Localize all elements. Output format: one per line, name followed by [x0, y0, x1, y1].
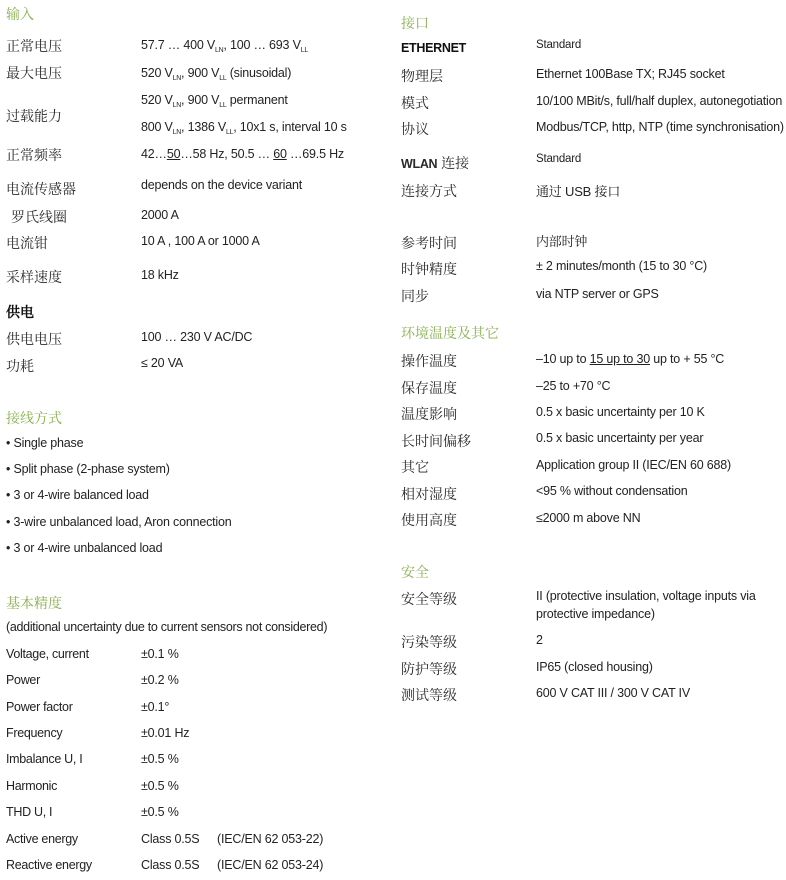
accuracy-row-value: ±0.5 %	[141, 752, 179, 766]
accuracy-row-standard: (IEC/EN 62 053-22)	[217, 832, 324, 846]
consumption-value: ≤ 20 VA	[141, 356, 184, 370]
drift-value: 0.5 x basic uncertainty per year	[536, 431, 704, 445]
accuracy-row-label: Active energy	[6, 832, 78, 846]
wiring-item: • Split phase (2-phase system)	[6, 462, 170, 476]
accuracy-row-label: Frequency	[6, 726, 63, 740]
accuracy-row-value: ±0.1°	[141, 700, 170, 714]
accuracy-heading: 基本精度	[6, 595, 62, 611]
accuracy-note: (additional uncertainty due to current sensors not considered)	[6, 620, 328, 634]
accuracy-row-value: ±0.1 %	[141, 647, 179, 661]
reftime-label: 参考时间	[401, 235, 457, 251]
other-label: 其它	[401, 459, 429, 475]
humidity-label: 相对湿度	[401, 486, 457, 502]
test-class-label: 测试等级	[401, 687, 457, 703]
protection-label: 防护等级	[401, 661, 457, 677]
protocol-value: Modbus/TCP, http, NTP (time synchronisation)	[536, 120, 784, 134]
safety-class-value-1: II (protective insulation, voltage inputs via	[536, 589, 756, 603]
drift-label: 长时间偏移	[401, 433, 471, 449]
clamp-label: 电流钳	[6, 235, 48, 251]
sampling-label: 采样速度	[6, 269, 62, 285]
supply-voltage-label: 供电电压	[6, 331, 62, 347]
protocol-label: 协议	[401, 121, 429, 137]
overload-value-2: 800 $V_{LN}$, 1386 $V_{LL}$, 10x1 s, interval 10 s	[141, 120, 347, 136]
accuracy-row-label: Reactive energy	[6, 858, 92, 872]
accuracy-row-value: Class 0.5S	[141, 832, 200, 846]
connection-label: 连接方式	[401, 183, 457, 199]
test-class-value: 600 V CAT III / 300 V CAT IV	[536, 686, 690, 700]
interface-heading: 接口	[401, 15, 429, 31]
safety-heading: 安全	[401, 564, 429, 580]
operating-temp-value: –10 up to 15 up to 30 up to + 55 °C	[536, 352, 725, 366]
sync-value: via NTP server or GPS	[536, 287, 659, 301]
wlan-value: Standard	[536, 153, 582, 165]
power-heading: 供电	[6, 304, 34, 320]
clock-label: 时钟精度	[401, 261, 457, 277]
rogowski-value: 2000 A	[141, 208, 179, 222]
accuracy-row-label: Harmonic	[6, 779, 58, 793]
wiring-heading: 接线方式	[6, 410, 62, 426]
ethernet-label: ETHERNET	[401, 41, 466, 55]
phy-value: Ethernet 100Base TX; RJ45 socket	[536, 67, 725, 81]
frequency-label: 正常频率	[6, 147, 62, 163]
input-heading: 输入	[6, 6, 34, 22]
consumption-label: 功耗	[6, 358, 34, 374]
ethernet-value: Standard	[536, 39, 582, 51]
phy-label: 物理层	[401, 68, 443, 84]
temp-influence-label: 温度影响	[401, 406, 457, 422]
max-voltage-label: 最大电压	[6, 65, 62, 81]
mode-value: 10/100 MBit/s, full/half duplex, autonegotiation	[536, 94, 783, 108]
wiring-item: • 3-wire unbalanced load, Aron connection	[6, 515, 232, 529]
safety-class-label: 安全等级	[401, 591, 457, 607]
clock-value: ± 2 minutes/month (15 to 30 °C)	[536, 259, 708, 273]
humidity-value: <95 % without condensation	[536, 484, 688, 498]
reftime-value: 内部时钟	[536, 234, 588, 249]
accuracy-row-value: Class 0.5S	[141, 858, 200, 872]
sync-label: 同步	[401, 288, 429, 304]
accuracy-row-label: Power	[6, 673, 40, 687]
other-value: Application group II (IEC/EN 60 688)	[536, 458, 731, 472]
protection-value: IP65 (closed housing)	[536, 660, 653, 674]
current-sensor-value: depends on the device variant	[141, 178, 302, 192]
accuracy-row-label: Power factor	[6, 700, 73, 714]
current-sensor-label: 电流传感器	[6, 181, 76, 197]
wiring-item: • 3 or 4-wire unbalanced load	[6, 541, 163, 555]
accuracy-row-label: THD U, I	[6, 805, 53, 819]
wlan-label: WLAN 连接	[401, 155, 470, 171]
altitude-label: 使用高度	[401, 512, 457, 528]
wiring-item: • Single phase	[6, 436, 84, 450]
temp-influence-value: 0.5 x basic uncertainty per 10 K	[536, 405, 705, 419]
rogowski-label: 罗氏线圈	[11, 209, 67, 225]
max-voltage-value: 520 $V_{LN}$, 900 $V_{LL}$ (sinusoidal)	[141, 66, 292, 82]
storage-temp-label: 保存温度	[401, 380, 457, 396]
accuracy-row-value: ±0.5 %	[141, 779, 179, 793]
safety-class-value-2: protective impedance)	[536, 607, 655, 621]
nominal-voltage-value: 57.7 … 400 $V_{LN}$, 100 … 693 $V_{LL}$	[141, 38, 308, 54]
overload-value-1: 520 $V_{LN}$, 900 $V_{LL}$ permanent	[141, 93, 288, 109]
wiring-item: • 3 or 4-wire balanced load	[6, 488, 149, 502]
accuracy-row-label: Voltage, current	[6, 647, 89, 661]
environment-heading: 环境温度及其它	[401, 325, 499, 341]
overload-label: 过载能力	[6, 108, 62, 124]
sampling-value: 18 kHz	[141, 268, 179, 282]
clamp-value: 10 A , 100 A or 1000 A	[141, 234, 260, 248]
storage-temp-value: –25 to +70 °C	[536, 379, 611, 393]
altitude-value: ≤2000 m above NN	[536, 511, 641, 525]
accuracy-row-value: ±0.5 %	[141, 805, 179, 819]
accuracy-row-label: Imbalance U, I	[6, 752, 83, 766]
supply-voltage-value: 100 … 230 V AC/DC	[141, 330, 253, 344]
mode-label: 模式	[401, 95, 429, 111]
connection-value: 通过 USB 接口	[536, 184, 621, 199]
pollution-value: 2	[536, 633, 543, 647]
nominal-voltage-label: 正常电压	[6, 38, 62, 54]
accuracy-row-value: ±0.2 %	[141, 673, 179, 687]
accuracy-row-standard: (IEC/EN 62 053-24)	[217, 858, 324, 872]
frequency-value: 42…50…58 Hz, 50.5 … 60 …69.5 Hz	[141, 147, 344, 161]
accuracy-row-value: ±0.01 Hz	[141, 726, 190, 740]
operating-temp-label: 操作温度	[401, 353, 457, 369]
pollution-label: 污染等级	[401, 634, 457, 650]
